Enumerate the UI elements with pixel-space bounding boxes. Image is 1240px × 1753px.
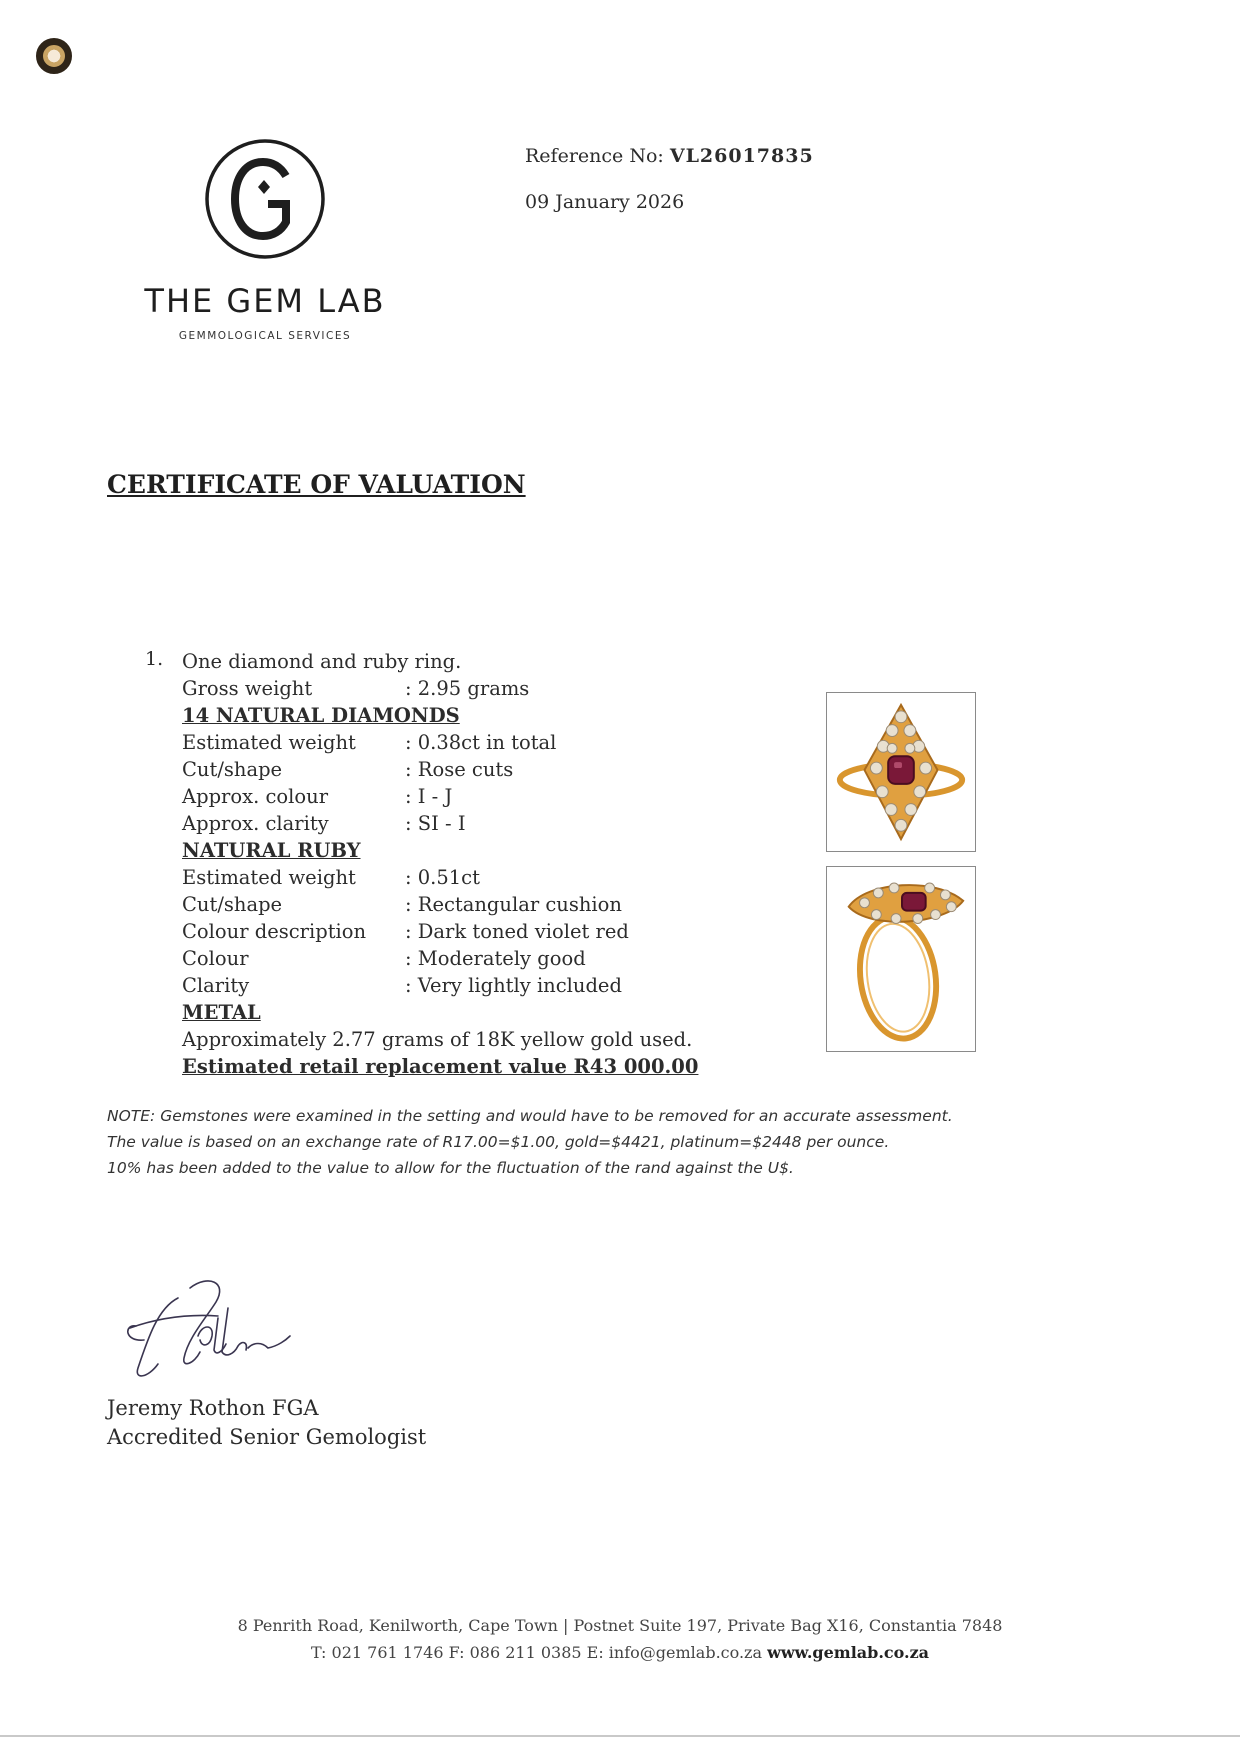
footer-contact-line: [0, 1639, 1240, 1666]
bottom-rule: [0, 1735, 1240, 1737]
ring-photo-side: [826, 866, 976, 1052]
reference-line: [525, 133, 814, 179]
valuation-note: [107, 1103, 1107, 1181]
footer-website: www.gemlab.co.za: [767, 1643, 930, 1662]
logo-brand-name: THE GEM LAB: [144, 282, 386, 320]
detail-label: Gross weight: [182, 677, 313, 700]
detail-row: [182, 729, 742, 756]
note-line: The value is based on an exchange rate of R17.00=$1.00, gold=$4421, platinum=$2448 per ounce.: [107, 1133, 890, 1151]
document-date: 09 January 2026: [525, 191, 685, 213]
detail-label: Approx. clarity: [182, 812, 329, 835]
signatory-name: Jeremy Rothon FGA: [107, 1396, 319, 1420]
ring-side-image: [827, 867, 975, 1051]
detail-value: : Rose cuts: [405, 758, 514, 781]
detail-value: : 0.38ct in total: [405, 731, 557, 754]
detail-row: [182, 675, 742, 702]
detail-row: [182, 756, 742, 783]
detail-row: [182, 810, 742, 837]
signatory-role: Accredited Senior Gemologist: [107, 1425, 427, 1449]
reference-block: [525, 133, 814, 225]
detail-row: [182, 864, 742, 891]
note-line: 10% has been added to the value to allow for the fluctuation of the rand against the U$.: [107, 1159, 794, 1177]
detail-value: : 0.51ct: [405, 866, 480, 889]
detail-row: [182, 783, 742, 810]
item-description: One diamond and ruby ring.: [182, 650, 462, 673]
metal-description: Approximately 2.77 grams of 18K yellow gold used.: [182, 1028, 693, 1051]
detail-row: [182, 945, 742, 972]
ruby-heading: NATURAL RUBY: [182, 839, 361, 862]
punch-hole: [36, 38, 72, 74]
detail-label: Estimated weight: [182, 731, 356, 754]
detail-row: [182, 972, 742, 999]
detail-value: : 2.95 grams: [405, 677, 530, 700]
reference-label: Reference No:: [525, 145, 664, 167]
diamonds-heading: 14 NATURAL DIAMONDS: [182, 704, 460, 727]
detail-value: : Dark toned violet red: [405, 920, 629, 943]
detail-label: Cut/shape: [182, 893, 283, 916]
detail-value: : SI - I: [405, 812, 466, 835]
document-title: CERTIFICATE OF VALUATION: [107, 470, 526, 499]
ring-front-image: [827, 693, 975, 851]
detail-value: : I - J: [405, 785, 453, 808]
detail-label: Cut/shape: [182, 758, 283, 781]
detail-label: Estimated weight: [182, 866, 356, 889]
detail-label: Approx. colour: [182, 785, 329, 808]
item-details: [182, 648, 742, 1080]
note-line: NOTE: Gemstones were examined in the setting and would have to be removed for an accurate assessment.: [107, 1107, 953, 1125]
estimated-value: Estimated retail replacement value R43 000.00: [182, 1055, 699, 1078]
footer-address: 8 Penrith Road, Kenilworth, Cape Town | Postnet Suite 197, Private Bag X16, Constantia 7848: [237, 1616, 1003, 1635]
detail-row: [182, 918, 742, 945]
detail-label: Colour: [182, 947, 249, 970]
metal-heading: METAL: [182, 1001, 261, 1024]
page-footer: [0, 1612, 1240, 1666]
signatory-block: [107, 1394, 426, 1452]
detail-row: [182, 891, 742, 918]
ring-photo-front: [826, 692, 976, 852]
detail-label: Colour description: [182, 920, 367, 943]
handwritten-signature: [118, 1268, 293, 1393]
reference-number: VL26017835: [669, 145, 814, 167]
gem-lab-logo-icon: [200, 134, 330, 264]
company-logo: [130, 134, 400, 342]
detail-label: Clarity: [182, 974, 250, 997]
logo-tagline: GEMMOLOGICAL SERVICES: [178, 330, 352, 342]
detail-value: : Very lightly included: [405, 974, 622, 997]
item-number: 1.: [145, 648, 164, 670]
detail-value: : Moderately good: [405, 947, 586, 970]
footer-contact: T: 021 761 1746 F: 086 211 0385 E: info@gemlab.co.za: [310, 1643, 763, 1662]
detail-value: : Rectangular cushion: [405, 893, 622, 916]
